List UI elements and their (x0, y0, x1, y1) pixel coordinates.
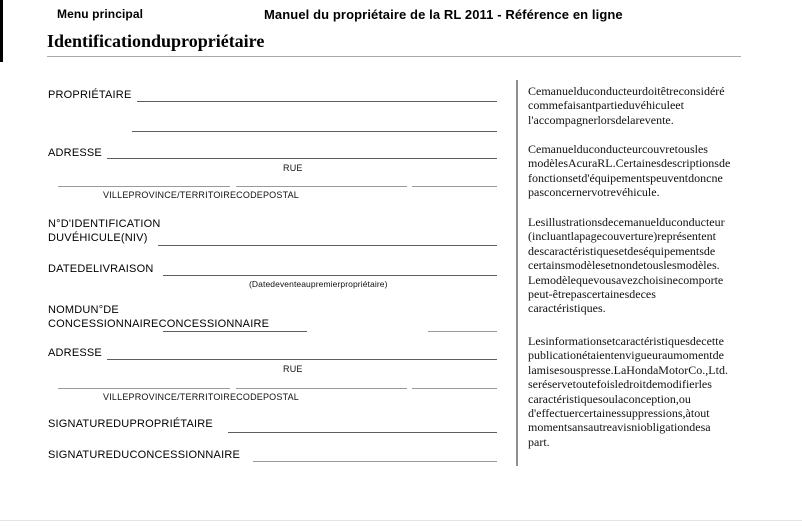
section-heading: Identificationdupropriétaire (47, 31, 265, 51)
heading-rule (47, 56, 741, 57)
note-line: Lemodèlequevousavezchoisinecomporte (528, 272, 724, 287)
menu-principal-link[interactable]: Menu principal (57, 7, 144, 21)
adresse-field-line-1 (107, 158, 497, 159)
note-line: caractéristiques. (528, 301, 606, 316)
adresse-field-line-2 (107, 359, 497, 360)
note-line: d'effectuercertainessuppressions,àtout (528, 406, 710, 421)
note-line: Cemanuelduconducteurcouvretousles (528, 142, 708, 156)
note-line: fonctionsetd'équipementspeuventdoncne (528, 170, 723, 185)
niv-label-line-1: N°D'IDENTIFICATION (48, 218, 161, 230)
ville-sublabel-2: VILLEPROVINCE/TERRITOIRECODEPOSTAL (103, 392, 300, 402)
ville-field-line-2b (236, 388, 407, 389)
date-livraison-field-line (163, 275, 497, 276)
date-livraison-label: DATEDELIVRAISON (48, 263, 154, 275)
note-line: Cemanuelduconducteurdoitêtreconsidéré (528, 84, 725, 98)
signature-concessionnaire-label: SIGNATUREDUCONCESSIONNAIRE (48, 449, 241, 461)
note-line: seréservetoutefoisledroitdemodifierles (528, 377, 712, 392)
notes-paragraph-4 (528, 334, 752, 449)
window-edge-artifact (0, 0, 3, 62)
page-bottom-rule (0, 520, 802, 521)
notes-paragraph-2 (528, 142, 752, 200)
signature-proprietaire-field-line (228, 432, 497, 433)
note-line: lamisesouspresse.LaHondaMotorCo.,Ltd. (528, 362, 728, 377)
note-line: Lesillustrationsdecemanuelduconducteur (528, 215, 725, 229)
note-line: pasconcernervotrevéhicule. (528, 185, 660, 200)
note-line: caractéristiquesoulaconception,ou (528, 391, 691, 406)
ville-sublabel-1: VILLEPROVINCE/TERRITOIRECODEPOSTAL (103, 190, 300, 200)
ville-field-line-1b (236, 186, 407, 187)
proprietaire-field-line-1 (137, 101, 497, 102)
ville-field-line-2c (412, 388, 497, 389)
dealer-name-label-line-1: NOMDUN°DE (48, 304, 119, 316)
adresse-label-2: ADRESSE (48, 347, 102, 359)
note-line: publicationétaientenvigueuraumomentde (528, 348, 724, 363)
note-line: modèlesAcuraRL.Certainesdescriptionsde (528, 156, 731, 171)
note-line: (incluantlapagecouverture)représentent (528, 229, 716, 244)
adresse-label-1: ADRESSE (48, 147, 102, 159)
signature-concessionnaire-field-line (253, 461, 497, 462)
ville-field-line-1c (412, 186, 497, 187)
ville-field-line-2a (58, 388, 230, 389)
ville-field-line-1a (58, 186, 230, 187)
dealer-number-field-line (428, 331, 497, 332)
notes-paragraph-3 (528, 215, 752, 316)
signature-proprietaire-label: SIGNATUREDUPROPRIÉTAIRE (48, 418, 213, 430)
proprietaire-label: PROPRIÉTAIRE (48, 89, 132, 101)
rue-sublabel-1: RUE (283, 163, 303, 173)
niv-field-line (158, 245, 497, 246)
proprietaire-field-line-2 (132, 131, 497, 132)
note-line: momentsansautreavisniobligationdesa (528, 420, 711, 435)
dealer-name-field-line (163, 331, 307, 332)
niv-label-line-2: DUVÉHICULE(NIV) (48, 232, 148, 244)
date-livraison-note: (Datedeventeaupremierpropriétaire) (249, 279, 388, 289)
note-line: commefaisantpartieduvéhiculeet (528, 98, 684, 113)
note-line: part. (528, 434, 550, 449)
notes-paragraph-1 (528, 84, 752, 127)
column-divider (516, 80, 518, 466)
rue-sublabel-2: RUE (283, 364, 303, 374)
note-line: Lesinformationsetcaractéristiquesdecette (528, 334, 724, 348)
note-line: certainsmodèlesetnondetouslesmodèles. (528, 258, 720, 273)
note-line: descaractéristiquesetdeséquipementsde (528, 243, 716, 258)
page-title: Manuel du propriétaire de la RL 2011 - Référence en ligne (264, 7, 623, 22)
dealer-name-label-line-2: CONCESSIONNAIRECONCESSIONNAIRE (48, 318, 270, 330)
note-line: peut-êtrepascertainesdeces (528, 287, 656, 302)
note-line: l'accompagnerlorsdelarevente. (528, 112, 674, 127)
